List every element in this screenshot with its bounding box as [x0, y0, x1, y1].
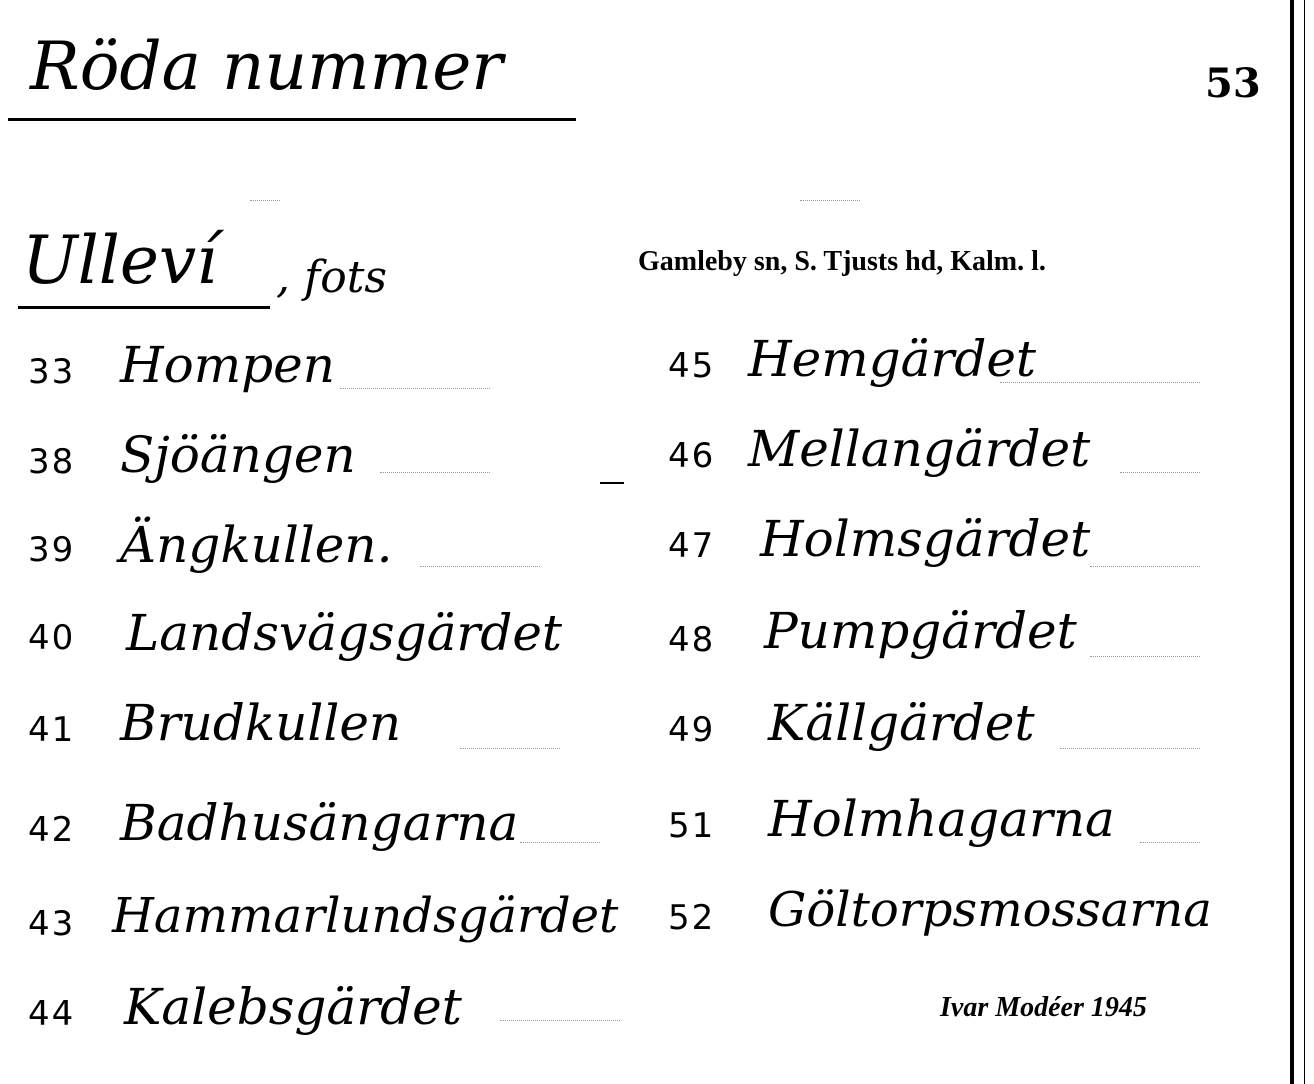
entry-number: 49: [668, 710, 716, 750]
entry-name: Holmsgärdet: [760, 510, 1091, 568]
guide-line: [520, 842, 600, 843]
entry-number: 38: [28, 442, 76, 482]
entry-number: 42: [28, 810, 76, 850]
entry-number: 33: [28, 352, 76, 392]
entry-name: Hammarlundsgärdet: [112, 888, 619, 944]
entry-number: 40: [28, 618, 76, 658]
parish-underline: [18, 306, 270, 309]
entry-name: Källgärdet: [768, 694, 1035, 752]
guide-line: [1060, 748, 1200, 749]
entry-number: 45: [668, 346, 716, 386]
entry-name: Badhusängarna: [120, 794, 519, 852]
entry-number: 39: [28, 530, 76, 570]
entry-name: Sjöängen: [120, 426, 356, 484]
entry-name: Hompen: [120, 336, 335, 394]
entry-name: Göltorpsmossarna: [768, 882, 1212, 938]
parish-name: Ulleví: [22, 222, 218, 299]
entry-number: 47: [668, 526, 716, 566]
entry-number: 51: [668, 806, 716, 846]
guide-line: [800, 200, 860, 201]
entry-name: Ängkullen.: [120, 516, 393, 574]
guide-line: [500, 1020, 620, 1021]
page-number: 53: [1205, 60, 1261, 107]
entry-number: 48: [668, 620, 716, 660]
entry-name: Mellangärdet: [748, 420, 1091, 478]
card-title: Röda nummer: [30, 28, 503, 105]
guide-line: [380, 472, 490, 473]
guide-dash: [600, 482, 624, 484]
guide-line: [1090, 566, 1200, 567]
location-label: Gamleby sn, S. Tjusts hd, Kalm. l.: [638, 246, 1046, 277]
guide-line: [1000, 382, 1200, 383]
entry-number: 44: [28, 994, 76, 1034]
entry-name: Landsvägsgärdet: [126, 604, 563, 662]
entry-number: 46: [668, 436, 716, 476]
parish-suffix: , fots: [276, 252, 388, 303]
card-right-border: [1290, 0, 1294, 1084]
guide-line: [1120, 472, 1200, 473]
entry-name: Brudkullen: [120, 694, 402, 752]
entry-number: 43: [28, 904, 76, 944]
entry-name: Hemgärdet: [748, 330, 1037, 388]
entry-number: 41: [28, 710, 76, 750]
entry-name: Pumpgärdet: [764, 602, 1077, 660]
guide-line: [1090, 656, 1200, 657]
entry-name: Kalebsgärdet: [124, 978, 462, 1036]
guide-line: [460, 748, 560, 749]
guide-line: [340, 388, 490, 389]
entry-number: 52: [668, 898, 716, 938]
author-credit: Ivar Modéer 1945: [940, 992, 1147, 1023]
guide-line: [250, 200, 280, 201]
guide-line: [1140, 842, 1200, 843]
guide-line: [420, 566, 540, 567]
card-right-border-thin: [1304, 0, 1305, 1084]
entry-name: Holmhagarna: [768, 790, 1115, 848]
title-underline: [8, 118, 576, 121]
